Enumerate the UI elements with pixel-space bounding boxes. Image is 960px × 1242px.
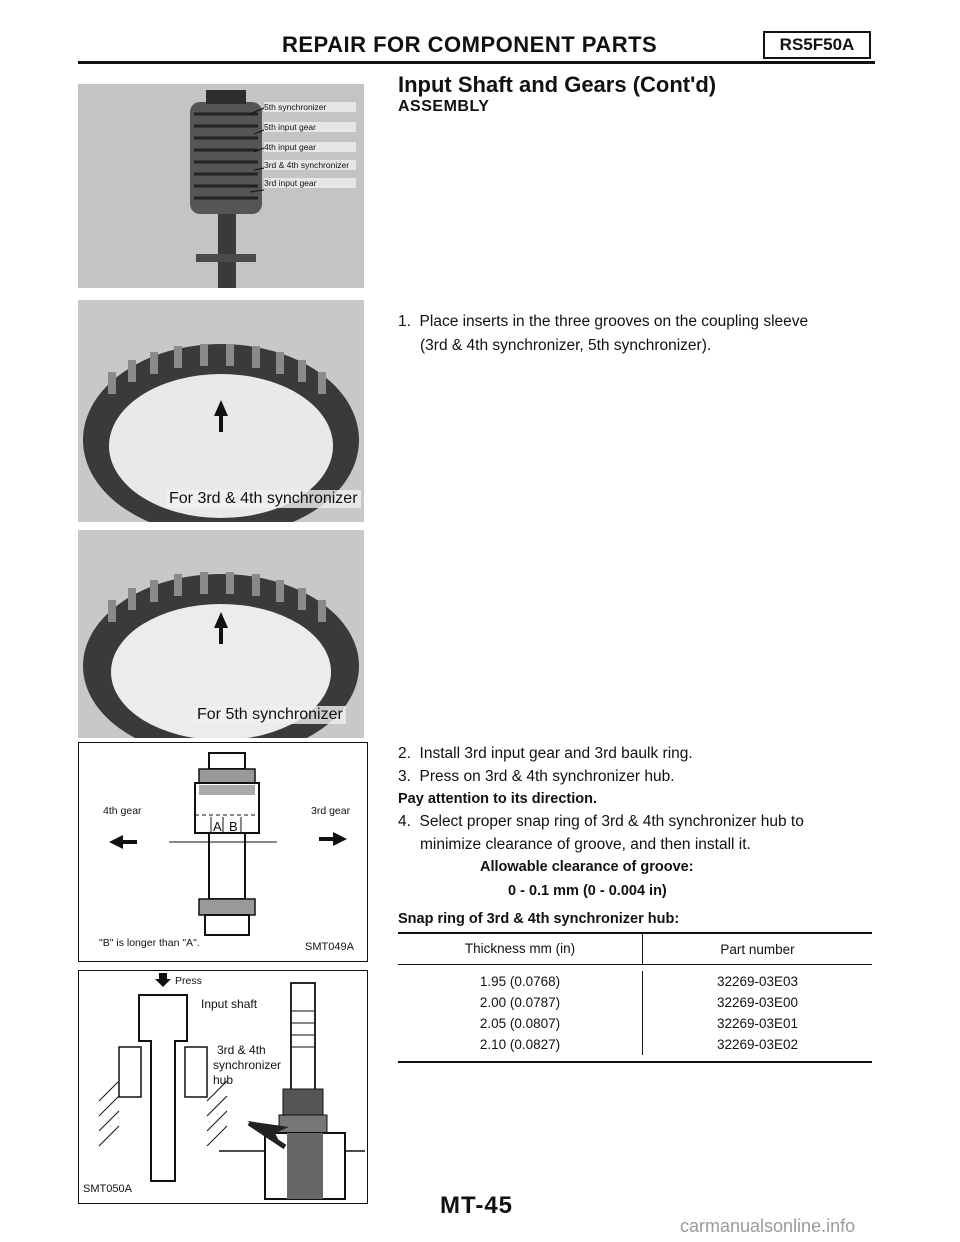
section-title: Input Shaft and Gears (Cont'd) [398,72,717,97]
table-row-thickness: 2.10 (0.0827) [479,1037,561,1052]
step-2: 2. Install 3rd input gear and 3rd baulk ring. [398,745,693,762]
snap-ring-table [398,932,872,1063]
snap-table-title: Snap ring of 3rd & 4th synchronizer hub: [398,911,680,927]
table-row-thickness: 2.00 (0.0787) [479,995,561,1010]
callout-5th-synchronizer: 5th synchronizer [264,102,356,112]
step-1-line1: 1. Place inserts in the three grooves on the coupling sleeve [398,313,809,330]
header-part-number: Part number [720,941,795,957]
sleeve-photo-graphic [78,300,364,522]
figure-press-hub [78,970,368,1204]
step-4-line2: minimize clearance of groove, and then install it. [420,836,751,853]
table-row-thickness: 1.95 (0.0768) [479,974,561,989]
callout-3rd-4th-synchronizer: 3rd & 4th synchronizer [264,160,356,170]
step-4-line1: 4. Select proper snap ring of 3rd & 4th synchronizer hub to [398,813,804,830]
label-b: B [229,819,238,834]
clearance-value: 0 - 0.1 mm (0 - 0.004 in) [508,883,667,899]
label-input-shaft: Input shaft [201,997,258,1011]
label-press: Press [175,975,202,987]
callout-5th-input-gear: 5th input gear [264,122,356,132]
label-3rd-gear: 3rd gear [311,805,351,817]
table-row-thickness: 2.05 (0.0807) [479,1016,561,1031]
hub-direction-diagram [79,743,367,961]
table-row-part-number: 32269-03E00 [716,995,799,1010]
header-rule [78,61,875,64]
table-row-part-number: 32269-03E01 [716,1016,799,1031]
section-subtitle: ASSEMBLY [398,98,490,115]
photo-input-shaft-assembly [78,84,364,288]
clearance-label: Allowable clearance of groove: [480,859,694,875]
caption-5th-synchronizer: For 5th synchronizer [194,706,346,724]
callout-4th-input-gear: 4th input gear [264,142,356,152]
figure-note: "B" is longer than "A". [99,937,200,949]
label-a: A [213,819,222,834]
step-3: 3. Press on 3rd & 4th synchronizer hub. [398,768,675,785]
header-thickness: Thickness mm (in) [398,934,643,964]
attention-note: Pay attention to its direction. [398,791,597,807]
model-code-badge: RS5F50A [763,31,871,59]
label-hub-line3: hub [213,1073,234,1087]
photo-5th-sleeve [78,530,364,738]
label-4th-gear: 4th gear [103,805,142,817]
label-hub-line1: 3rd & 4th [217,1043,266,1057]
page-number: MT-45 [440,1192,514,1219]
label-hub-line2: synchronizer [213,1058,282,1072]
figure-hub-direction [78,742,368,962]
callout-3rd-input-gear: 3rd input gear [264,178,356,188]
photo-3rd-4th-sleeve [78,300,364,522]
caption-3rd-4th-synchronizer: For 3rd & 4th synchronizer [166,490,361,508]
page-header-title: REPAIR FOR COMPONENT PARTS [282,32,658,57]
table-row-part-number: 32269-03E03 [716,974,799,989]
table-row-part-number: 32269-03E02 [716,1037,799,1052]
watermark: carmanualsonline.info [680,1216,856,1236]
step-1-line2: (3rd & 4th synchronizer, 5th synchronizer). [420,337,712,354]
figure-code-smt050a: SMT050A [83,1183,132,1195]
figure-code-smt049a: SMT049A [305,941,354,953]
